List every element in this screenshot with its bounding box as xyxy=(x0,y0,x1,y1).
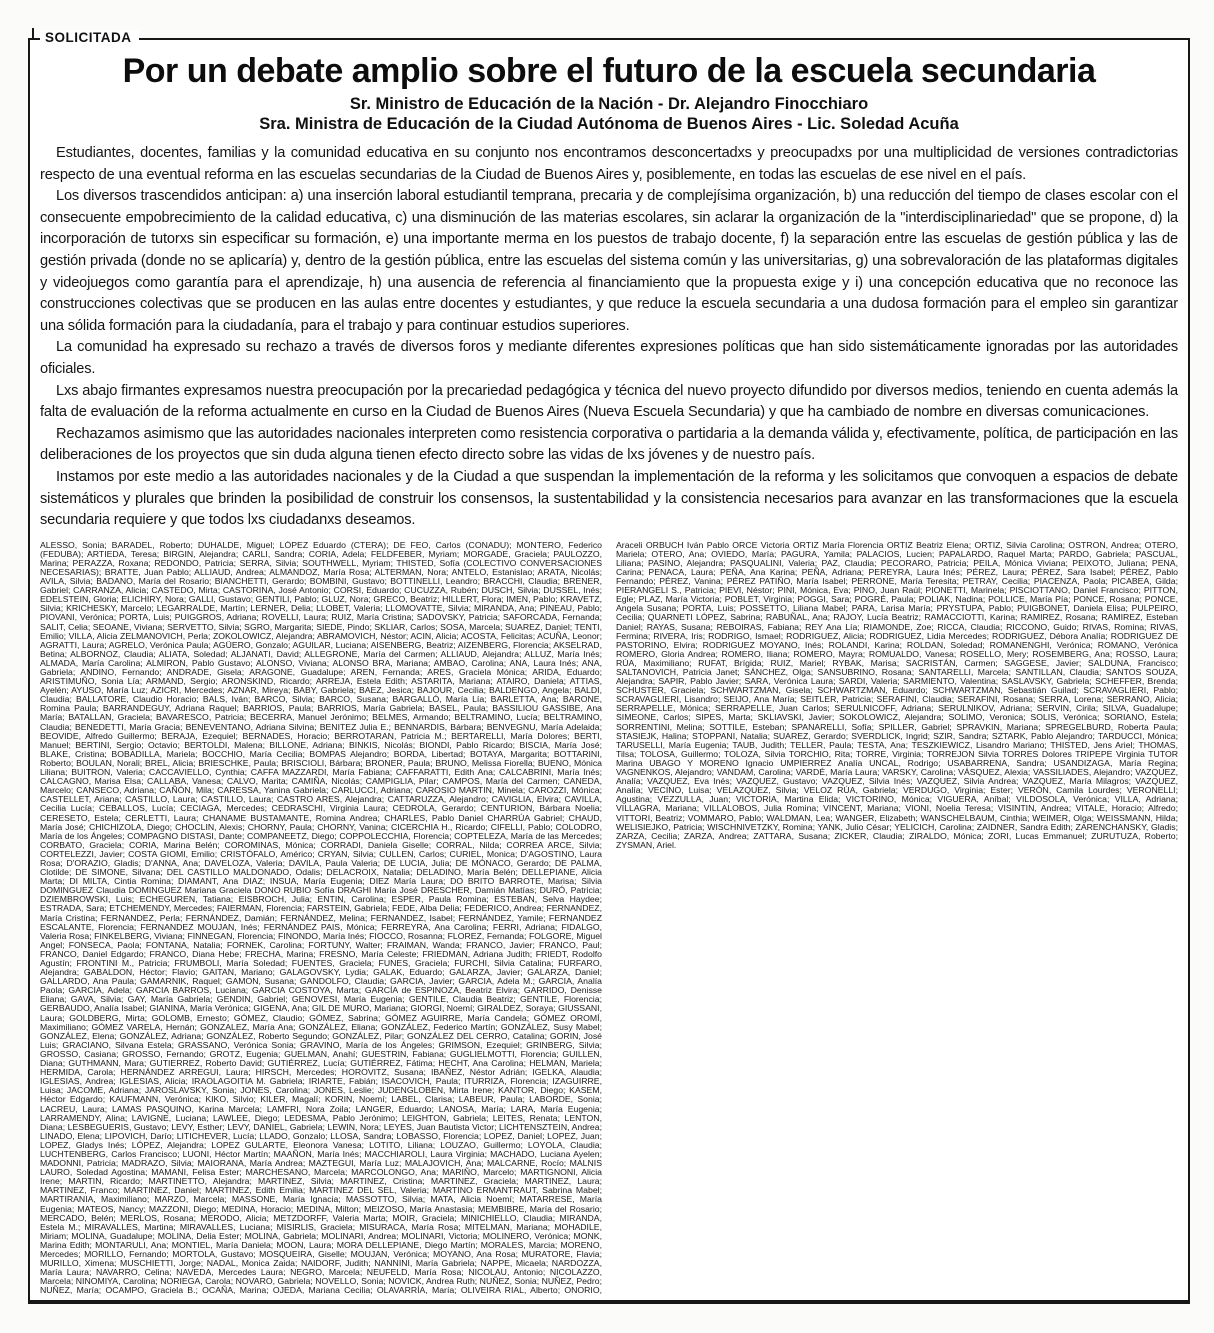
body-paragraph: Lxs abajo firmantes expresamos nuestra preocupación por la precariedad pedagógica y técnica del nuevo proyecto difundido por diversos medios, teniendo en cuenta además la falta de evaluación de la reforma actualmente en curso en la Ciudad de Buenos Aires (Nueva Escuela Secundaria) y que ha cambiado de nombre en diversas comunicaciones. xyxy=(40,382,1178,421)
body-paragraph: Los diversos trascendidos anticipan: a) una inserción laboral estudiantil temprana, precaria y de complejísima organización, b) una reducción del tiempo de clases escolar con el consecuente empobrecimiento de la calidad educativa, c) una disminución de las materias escolares, sin aclarar la organización de la "interdisciplinariedad" que se propone, d) la incorporación de tutorxs sin especificar su formación, e) una importante merma en los puestos de trabajo docente, f) la separación entre las escuelas de gestión pública y las de gestión privada (donde no se aplicaría) y, dentro de la gestión pública, entre las escuelas del sistema común y las universitarias, g) una sobrevaloración de las plataformas digitales y videojuegos como garantía para el aprendizaje, h) una ausencia de referencia al financiamiento que la propuesta exige y i) una concepción educativa que no reconoce las construcciones colectivas que se producen en las aulas entre docentes y estudiantes, y que reduce la escuela secundaria a una dudosa formación para el empleo sin garantizar una sólida formación para la ciudadanía, para el trabajo y para continuar estudios superiores. xyxy=(40,188,1178,334)
body-paragraph: Instamos por este medio a las autoridades nacionales y de la Ciudad a que suspendan la implementación de la reforma y les solicitamos que convoquen a espacios de debate sistemáticos y plurales que brinden la posibilidad de construir los consensos, la sustentabilidad y la consistencia necesarios para avanzar en las transformaciones que la escuela secundaria requiere y que todos lxs ciudadanxs deseamos. xyxy=(40,468,1178,529)
body-paragraph: Estudiantes, docentes, familias y la comunidad educativa en su conjunto nos encontramos desconcertadxs y preocupadxs por una multiplicidad de versiones contradictorias respecto de una eventual reforma en las escuelas secundarias de la Ciudad de Buenos Aires y, posiblemente, en todas las escuelas de ese nivel en el país. xyxy=(40,145,1178,183)
solicitada-label: SOLICITADA xyxy=(40,30,139,45)
addressee-nation: Sr. Ministro de Educación de la Nación - Dr. Alejandro Finocchiaro xyxy=(349,95,869,113)
signatories-text: ALESSO, Sonia; BARADEL, Roberto; DUHALDE, Miguel; LÓPEZ Eduardo (CTERA); DE FEO, Carlos (CONADU); MONTERO, Federico (FEDUBA); ARTIEDA, Teresa; BIRGIN, Alejandra; CARLI, Sandra; CORIA, Adela; FELDFEBER, Myriam; MORGADE, Graciela; PAULOZZO, Marina; PERAZZA, Roxana; REDONDO, Patricia; SERRA, Silvia; SOUTHWELL, Myriam; THISTED, Sofía (COLECTIVO CONVERSACIONES NECESARIAS); BRATTE, Juan Pablo; ALLIAUD, Andrea; ALMANDOZ, María Rosa; ALTERMAN, Nora; ANTELO, Estanislao; ARATA, Nicolás; AVILA, Silvia; BADANO, María del Rosario; BIANCHETTI, Gerardo; BOMBINI, Gustavo; BOTTINELLI, Leandro; BRACCHI, Claudia; BRENER, Gabriel; CARRANZA, Alicia; CASTEDO, Mirta; CASTORINA, José Antonio; CORSI, Eduardo; CUCUZZA, Rubén; DUSCH, Silvia; DUSSEL, Inés; EDELSTEIN, Gloria; ELICHIRY, Nora; GALLI, Gustavo; GENTILI, Pablo; GLUZ, Nora; GRECO, Beatriz; HILLERT, Flora; IMEN, Pablo; KRAVETZ, Silvia; KRICHESKY, Marcelo; LEGARRALDE, Martín; LERNER, Delia; LLOBET, Valeria; LLOMOVATTE, Silvia; MIRANDA, Ana; PINEAU, Pablo; PIOVANI, Verónica; PORTA, Luis; PUIGGROS, Adriana; ROVELLI, Laura; RUIZ, María Cristina; SADOVSKY, Patricia; SAFORCADA, Fernanda; SALIT, Celia; SEOANE, Viviana; SERVETTO, Silvia; SGRO, Margarita; SIEDE, Pindo; SKLIAR, Carlos; SOSA, Marcela; SUAREZ, Daniel; TENTI, Emilio; VILLA, Alicia ZELMANOVICH, Perla; ZOKOLOWICZ, Alejandra; ABRAMOVICH, Néstor; ACIN, Alicia; ACOSTA, Felicitas; ACUÑA, Leonor; AGRATTI, Laura; AGRELO, Verónica Paula; AGÜERO, Gonzalo; AGUILAR, Luciana; AISENBERG, Beatriz; AIZENBERG, Florencia; AKSELRAD, Betina; ALBORNOZ, Claudia; ALIATA, Soledad; ALJANATI, David; ALLEGRONE, María del Carmen; ALLIAUD, Alejandra; ALLUZ, María Inés; ALMADA, María Carolina; ALMIRON, Pablo Gustavo; ALONSO, Viviana; ALONSO BRA, Mariana; AMBAO, Carolina; ANA, Laura Inés; ANA, Gabriela; ANDINO, Fernando; ANDRADE, Gisela; ARAGONE, Guadalupe; AREN, Fernanda; ARES, Graciela Mónica; ARIDA, Eduardo; ARISTIMUÑO, Sonia Lía; ARMAND, Sergio; ARONSKIND, Ricardo; ARREJA, Estela Edith; ASTARITA, Mariana; ATAIRO, Daniela; ATTIAS, Ayelén; AYUSO, María Luz; AZICRI, Mercedes; AZNAR, Mireya; BABY, Gabriela; BAEZ, Jesica; BAJOUR, Cecilia; BALDENGO, Angela; BALDI, Claudia; BALLATORE, Claudio Horacio; BALS, Iván; BARCO, Silvia; BARCO, Susana; BARGALLÓ, María Lía; BARLETTA, Ana; BARONE, Romina Paula; BARRANDEGUY, Adriana Raquel; BARRIOS, Paula; BARRIOS, María Gabriela; BASEL, Paula; BASSILIOU GASSIBE, Ana María; BATALLAN, Graciela; BAVARESCO, Patricia; BECERRA, Manuel Jerónimo; BELMES, Armando; BELTRAMINO, Lucía; BELTRAMINO, Claudia; BENEDETTI, María Gracia; BENEVENTANO, Adriana Silvina; BENITEZ Julia E.; BENNARDIS, Bárbara; BENVEGNU, María Adelaida; BEOVIDE, Alfredo Guillermo; BERAJA, Ezequiel; BERNADES, Horacio; BERROTARAN, Patricia M.; BERTARELLI, María Dolores; BERTI, Manuel; BERTINI, Sergio; Octavio; BERTOLDI, Malena; BILLONE, Adriana; BINKIS, Nicolás; BIONDI, Pablo Ricardo; BISCIA, María José; BLAKE, Cristina; BOBADILLA, Mariela; BOCCHIO, María Cecilia; BOMPAS Alejandro; BORDA, Libertad; BOTAYA, Margarita; BOTTARINI, Roberto; BOULAN, Norali; BREL, Alicia; BRIESCHKE, Paula; BRISCIOLI, Bárbara; BRONER, Paula; BRUNO, Melissa Fiorella; BUENO, Mónica Liliana; BUITRON, Valeria; CACCAVIELLO, Cynthia; CAFFA MAZZARDI, María Fabiana; CAFFARATTI, Edith Ana; CALCABRINI, María Inés; CALCAGNO, Marisa Elsa; CALLABA, Vanesa; CALVO, Marita; CAMIÑA, Nicolás; CAMPIGLIA, Pilar; CAMPOS, María del Carmen; CANEDA, Marcelo; CANSECO, Adriana; CAÑÓN, Mila; CARESSA, Yanina Gabriela; CARLUCCI, Adriana; CAROSIO MARTIN, Minela; CAROZZI, Mónica; CASTELLET, Ariana; CASTILLO, Laura; CASTILLO, Laura; CASTRO ARES, Alejandra; CATTARUZZA, Alejandro; CAVIGLIA, Elvira; CAVILLA, Cecilia Lucía; CEBALLOS, Lucía; CECIAGA, Mercedes; CEDRASCHI, Virginia Laura; CEDROLA, Gerardo; CENTURION, Bárbara Noelia; CERESETO, Estela; CERLETTI, Laura; CHANAME BUSTAMANTE, Romina Andrea; CHARLES, Pablo Daniel CHARRÚA Gabriel; CHAUD, María José; CHICHIZOLA, Diego; CHOCLIN, Alexis; CHORNY, Paula; CHORNY, Vanina; CICERCHIA H., Ricardo; CIFELLI, Pablo; COLODRO, María de los Ángeles; COMPAGNO DISTASI, Dante; COMPANEETZ, Diego; COPPOLECCHIA, Florencia; COPTELEZA, María de las Mercedes; CORBATO, Graciela; CORIA, Marina Belén; COROMINAS, Mónica; CORRADI, Daniela Giselle; CORRAL, Nilda; CORREA ARCE, Silvia; CORTELEZZI, Javier; COSTA GIOMI, Emilio; CRISTÓFALO, Américo; CRYAN, Silvia; CULLEN, Carlos; CURIEL, Monica; D'AGOSTINO, Laura Rosa; D'ORAZIO, Gladis; D'ANNA, Ana; DAVELOZA, Valeria; DAVILA, Paula Valeria; DE LUCIA, Julia; DE MÓNACO, Gerardo; DE PALMA, Clotilde; DE SIMONE, Silvana; DEL CASTILLO MALDONADO, Odalis; DELACROIX, Natalia; DELADINO, María Belén; DELLEPIANE, Alicia Marta; DI MILTA, Cintia Romina; DIAMANT, Ana DIAZ; INSUA, María Eugenia; DIEZ María Laura; DO BRITO BARROTE, Marisa; Silvia DOMINGUEZ Claudia DOMINGUEZ Mariana Graciela DONO RUBIO Sofía DRAGHI María José DRESCHER, Damián Matías; DURÓ, Patricia; DZIEMBROWSKI, Luis; ECHEGUREN, Tatiana; EISBROCH, Julia; ENTIN, Carolina; ESPER, Paula Romina; ESTEBAN, Selva Haydee; ESTRADA, Sara; ETCHEMENDY, Mercedes; FAIERMAN, Florencia; FARSTEIN, Gabriela; FEDE, Alba Delia; FEDERICO, Andrea; FERNANDEZ, María Cristina; FERNANDEZ, Perla; FERNÁNDEZ, Damián; FERNÁNDEZ, Melina; FERNANDEZ, Isabel; FERNÁNDEZ, Yamile; FERNANDEZ ESCALANTE, Florencia; FERNANDEZ MOUJAN, Inés; FERNÁNDEZ PAIS, Mónica; FERREYRA, Ana Carolina; FERRI, Adriana; FIDALGO, Valeria Rosa; FINKELBERG, Viviana; FINNEGAN, Florencia; FINONDO, María Inés; FIOCCO, Rosanna; FLOREZ, Fernanda; FOLGORE, Miguel Angel; FONSECA, Paola; FONTANA, Natalia; FORNEK, Carolina; FORTUNY, Walter; FRAIMAN, Wanda; FRANCO, Javier; FRANCO, Paul; FRANCO, Daniel Edgardo; FRANCO, Diana Hebe; FRECHA, Marina; FRESNO, María Celeste; FRIEDMAN, Adriana Judith; FRIEDT, Rodolfo Agustín; FRONTINI M., Patricia; FRUMBOLI, María Soledad; FUENTES, Graciela; FUNES, Graciela; FURCHI, Silvia Catalina; FURFARO, Alejandra; GABALDON, Héctor; Flavio; GAITAN, Mariano; GALAGOVSKY, Lydia; GALAK, Eduardo; GALARZA, Javier; GALARZA, Daniel; GALLARDO, Ana Paula; GAMARNIK, Raquel; GAMON, Susana; GANDOLFO, Claudia; GARCIA, Javier; GARCIA, Adela M.; GARCIA, Analía Paola; GARCIA, Adela; GARCIA BARROS, Luciana; GARCIA COSTOYA, Marta; GARCÍA de ESPINOZA, Beatriz Elvira; GARRIDO, Denisse Eliana; GAVA, Silvia; GAY, María Gabriela; GENDIN, Gabriel; GENOVESI, María Eugenia; GENTILE, Claudia Beatriz; GENTILE, Florencia; GERBAUDO, Analía Isabel; GIANINA, María Verónica; GIGENA, Ana; GIL DE MURO, Mariana; GIORGI, Noemí; GIRALDEZ, Soraya; GIUSSANI, Laura; GOLDBERG, Mirta; GOLOMB, Ernesto; GÓMEZ, Claudio; GÓMEZ, Sabrina; GÓMEZ AGUIRRE, María Candela; GÓMEZ OROMÍ, Maximiliano; GÓMEZ VARELA, Hernán; GONZALEZ, María Ana; GONZÁLEZ, Eliana; GONZÁLEZ, Federico Martín; GONZÁLEZ, Susy Mabel; GONZÁLEZ, Elena; GONZÁLEZ, Adriana; GONZÁLEZ, Roberto Segundo; GONZÁLEZ, Pilar; GONZÁLEZ DEL CERRO, Catalina; GORIN, José Luis; GRACIANO, Silvana Estela; GRASSANO, Verónica Sonia; GRAVINO, María de los Ángeles; GRIMSON, Ezequiel; GRINBERG, Silvia; GROSSO, Casiana; GROSSO, Fernando; GROTZ, Eugenia; GUELMAN, Anahí; GUESTRIN, Fabiana; GUGLIELMOTTI, Florencia; GUILLEN, Diana; GUTHMANN, Mara; GUTIERREZ, Roberto David; GUTIÉRREZ, Lucía; GUTIÉRREZ, Fátima; HECHT, Ana Carolina; HELMAN, Mariela; HERMIDA, Carola; HERNÁNDEZ ARREGUI, Laura; HIRSCH, Mercedes; HOROVITZ, Susana; IBAÑEZ, Néstor Adrián; IGELKA, Alaudia; IGLESIAS, Andrea; IGLESIAS, Alicia; IRAOLAGOITIA M. Gabriela; IRIARTE, Fabián; ISACOVICH, Paula; ITURRIZA, Florencia; IZAGUIRRE, Luisa; JACOME, Adriana; JAROSLAVSKY, Sonia; JONES, Carolina; JONES, Leslie; JUDENGLOBEN, Mirta Irene; KANTOR, Diego; KASEM, Héctor Edgardo; KAUFMANN, Verónica; KIKO, Silvio; KILER, Magalí; KORIN, Noemí; LABEL, Clarisa; LABEUR, Paula; LABORDE, Sonia; LACREU, Laura; LAMAS PASQUINO, Karina Marcela; LAMFRI, Nora Zoila; LANGER, Eduardo; LANOSA, María; LARA, María Eugenia; LARRAMENDY, Alina; LAVIGNE, Luciana; LAWLEE, Diego; LEDESMA, Pablo Jerónimo; LEIGHTON, Gabriela; LEITES, Renata; LENTON, Diana; LESBEGUERIS, Gustavo; LEVY, Esther; LEVY, DANIEL, Gabriela; LEWIN, Nora; LEYES, Juan Bautista Victor; LICHTENSZTEIN, Andrea; LINADO, Elena; LIPOVICH, Darío; LITICHEVER, Lucía; LLADO, Gonzalo; LLOSA, Sandra; LOBASSO, Florencia; LOPEZ, Daniel; LOPEZ, Juan; LOPEZ, Gladys Inés; LÓPEZ, Alejandra; LOPEZ GULARTE, Eleonora Vanesa; LOTITO, Liliana; LOUZAO, Guillermo; LOYOLA, Claudia; LUCHTENBERG, Carlos Francisco; LUONI, Héctor Martín; MAAÑON, María Inés; MACCHIAROLI, Laura Virginia; MACHADO, Luciana Ayelen; MADONNI, Patricia; MADRAZO, Silvia; MAIORANA, María Andrea; MAZTEGUI, María Luz; MALAJOVICH, Ana; MALCARNE, Rocío; MALNIS LAURO, Soledad Agostina; MAMANI, Felisa Ester; MARCHESANO, Marcela; MARCOLONGO, Ana; MARIÑO, Marcelo; MARTIGNONI, Alicia Irene; MARTIN, Ricardo; MARTINETTO, Alejandra; MARTINEZ, Silvia; MARTINEZ, Cristina; MARTINEZ, Graciela; MARTINEZ, Laura; MARTINEZ, Franco; MARTINEZ, Daniel; MARTINEZ, Edith Emilia; MARTINEZ DEL SEL, Valeria; MARTINO ERMANTRAUT, Sabrina Mabel; MARTIRANIA, Maximiliano; MARZO, Marcela; MASSONE, María Ignacia; MASSOTTO, Silvia; MATA, Alicia Noemí; MATARRESE, María Eugenia; MATEOS, Nancy; MAZZONI, Diego; MEDINA, Horacio; MEDINA, Milton; MEIZOSO, María Anastasia; MEMBIBRE, María del Rosario; MERCADO, Belén; MERLOS, Rosana; MERODO, Alicia; METZDORFF, Valeria Marta; MOIR, Graciela; MINICHIELLO, Claudia; MIRANDA, Estela M.; MIRAVALLES, Martina; MIRAVALLES, Luciana; MISIRLIS, Graciela; MISURACA, María Rosa; MITELMAN, Mariana; MOHADILE, Miriam; MOLINA, Guadalupe; MOLINA, Delia Ester; MOLINA, Gabriela; MOLINARI, Andrea; MOLINARI, Victoria; MOLINERO, Verónica; MONK, Marina Edith; MONTARULI, Ana; MONTIEL, María Daniela; MOON, Laura; MORA DELLEPIANE, Diego Martín; MORALES, Marcia; MORENO, Mercedes; MORILLO, Fernando; MORTOLA, Gustavo; MOSQUEIRA, Giselle; MOUJAN, Verónica; MOYANO, Ana Rosa; MURATORE, Flavia; MURILLO, Ximena; MUSCHIETTI, Jorge; NADAL, Monica Zaida; NAIDORF, Judith; NANNINI, María Gabriela; NAPPE, Micaela; NARDOZZA, María Laura; NAVARRO, Celina; NAVEDA, Mercedes Laura; NEGRO, Marcela; NEUFELD, María Rosa; NICOLAU, Antonio; NICOLAZZO, Marcela; NINOMIYA, Carolina; NORIEGA, Carola; NOVARO, Gabriela; NOVELLO, Sonia; NOVICK, Andrea Ruth; NUÑEZ, Sonia; NUÑEZ, Pedro; NUÑEZ, María; OCAMPO, Graciela B.; OCAÑA, Marina; OJEDA, Mariana Cecilia; OLAVARRÍA, María; OLIVEIRA RIAL, Alberto; ONORIO, Araceli ORBUCH Iván Pablo ORCE Victoria ORTIZ María Florencia ORTIZ Beatriz Elena; ORTIZ, Silvia Carolina; OSTRON, Andrea; OTERO, Mariela; OTERO, Ana; OVIEDO, María; PAGURA, Yamila; PALACIOS, Lucien; PAPALARDO, Raquel Marta; PARDO, Gabriela; PASCUAL, Liliana; PASINO, Alejandra; PASQUALINI, Valeria; PAZ, Claudia; PECORARO, Patricia; PEILA, Mónica Viviana; PEIXOTO, Juliana; PENA, Carina; PENACA, Laura; PEÑA, Ana Karina; PEÑA, Adriana; PEREYRA, Laura Inés; PÉREZ, Laura; PÉREZ, Sara Isabel; PÉREZ, Pablo Fernando; PÉREZ, Vanina; PÉREZ PATIÑO, María Isabel; PERRONE, María Teresita; PETRAY, Cecilia; PIACENZA, Paola; PICABEA, Gilda; PIERANGELI S., Patricia; PIEVI, Néstor; PINI, Mónica, Eva; PINO, Juan Raúl; PIONETTI, Marinela; PISCIOTTANO, Daniel Francisco; PITTON, Egle; PLAZ, María Victoria; POBLET, Virginia; POGGI, Sara; POGRÉ, Paula; POLIAK, Nadina; POLLICE, María Pía; PONCE, Rosana; PONCE, Angela Susana; PORTA, Luis; POSSETTO, Liliana Mabel; PARA, Larisa María; PRYSTUPA, Pablo; PUIGBONET, Daniela Elisa; PULPEIRO, Cecilia; QUARNETI LÓPEZ, Sabrina; RABUÑAL, Ana; RAJOY, Lucía Beatriz; RAMACCIOTTI, Karina; RAMIREZ, Rosana; RAMIREZ, Esteban Daniel; RAYAS, Susana; REBOIRAS, Fabiana; REY Ana Lía; RIAMONDE, Zoe; RICCA, Claudia; RICCONO, Guido; RIVAS, Romina; RIVAS, Fermina; RIVERA, Iris; RODRIGO, Ismael; RODRIGUEZ, Alicia; RODRIGUEZ, Lidia Mercedes; RODRIGUEZ, Débora Analía; RODRIGUEZ DE PASTORINO, Elvira; RODRIGUEZ MOYANO, Inés; ROLANDI, Karina; ROLDAN, Soledad; ROMANENGHI, Verónica; ROMANO, Verónica ROMERO, Gloria Andrea; ROMERO, Iliana; ROMERO, Mayra; ROMUALDO, Vanesa; ROSELLO, Mery; ROSEMBERG, Ana; ROSSO, Laura; RÚA, Maximiliano; RUFAT, Brígida; RUIZ, Mariel; RYBAK, Marisa; SACRISTÁN, Carmen; SAGGESE, Javier; SALDUNA, Francisco; SALTANOVICH, Patricia Janet; SÁNCHEZ, Olga; SANSUBRINO, Rosana; SANTARELLI, Marcela; SANTILLAN, Claudia; SANTOS SOUZA, Alejandra; SAPIR, Pablo Javier; SARA, Verónica Laura; SARDI, Valeria; SARMIENTO, Valentina; SASLAVSKY, Gabriela; SCHEFFER, Brenda; SCHUSTER, Graciela; SCHWARTZMAN, Gisela; SCHWARTZMAN, Eduardo; SCHWARTZMAN, Sebastián Guilad; SCRAVAGLIERI, Pablo; SCRAVAGLIERI, Lisandro; SEIJO, Ana María; SEITLER, Patricia; SERAFINI, Claudia; SERAFINI, Rosana; SERRA, Lorena; SERRANO, Alicia; SERRAPELLE, Mónica; SERRAPELLE, Juan Carlos; SERULNICOFF, Adriana; SERULNIKOV, Adriana; SERVIN, Cirila; SILVA, Guadalupe; SIMEONE, Carlos; SIPES, Marta; SKLIAVSKI, Javier; SOKOLOWICZ, Alejandra; SOLIMO, Veronica; SOLIS, Verónica; SORIANO, Estela; SORRENTINI, Melina; SOTTILE, Esteban; SPANARELLI, Sofía; SPILLER, Gabriel; SPRAVKIN, Mariana; SPREGELBURD, Roberta Paula; STASIEJK, Halina; STOPPANI, Natalia; SUAREZ, Gerardo; SVERDLICK, Ingrid; SZIR, Sandra; SZTARK, Pablo Alejandro; TARDUCCI, Mónica; TARUSELLI, María Eugenia; TAUB, Judith; TELLER, Paula; TESTA, Ana; TESZKIEWICZ, Lisandro Mariano; THISTED, Jens Ariel; THOMAS, Tilsa; TOLOSA, Guillermo; TOLOZA, Silvia TORCHIO, Rita; TORRE, Virginia; TORREJON Silvia TORRES Dolores TRIPEPE Virginia TUTOR Marina UBAGO Y MORENO Ignacio UMPIERREZ Analía UNCAL, Rodrigo; USABARRENA, Sandra; USANDIZAGA, María Regina; VAGNENKOS, Alejandro; VANDAM, Carolina; VARDÉ, María Laura; VARSKY, Carolina; VÁSQUEZ, Alexia; VASSILIADES, Alejandro; VAZQUEZ, Analía; VAZQUEZ, Eva Inés; VAZQUEZ, Gustavo; VAZQUEZ, Silvia Inés; VAZQUEZ, Silvia Andrea; VAZQUEZ, María Milagros; VAZQUEZ, Analía; VECINO, Luisa; VELAZQUEZ, Silvia; VELOZ RÚA, Gabriela; VERDUGO, Virginia; Ester; VERÓN, Camila Lourdes; VERONELLI; Agustina; VEZZULLA, Juan; VICTORIA, Martina Elida; VICTORINO, Mónica; VIGUERA, Aníbal; VILDOSOLA, Verónica; VILLA, Adriana; VILLAGRA, Mariana; VILLALOBOS, Julia Romina; VINCENT, Mariana; VIONI, Noelia Teresa; VISINTIN, Andrea; VITALE, Horacio; Alfredo; VITTORI, Beatriz; VOMMARO, Pablo; WALDMAN, Lea; WANGER, Elizabeth; WANSCHELBAUM, Cinthia; WEIMER, Olga; WEISSMANN, Hilda; WELISIEJKO, Patricia; WISCHNIVETZKY, Romina; YANK, Julio César; YELICICH, Carolina; ZAIDNER, Sandra Edith; ZARENCHANSKY, Gladis; ZARZA, Cecilia; ZARZA, Andrea; ZATTARA, Susana; ZICKER, Claudia; ZIRALDO, Mónica; ZORI, Lucas Emmanuel; ZURUTUZA, Roberto; ZYSMAN, Ariel. xyxy=(40,540,1178,1296)
solicitada-box xyxy=(28,30,1190,1304)
addressee-city: Sra. Ministra de Educación de la Ciudad Autónoma de Buenos Aires - Lic. Soledad Acuña xyxy=(259,114,959,133)
body-paragraph: La comunidad ha expresado su rechazo a través de diversos foros y mediante diferentes expresiones políticas que han sido sistemáticamente ignoradas por las autoridades oficiales. xyxy=(40,339,1178,377)
page-title: Por un debate amplio sobre el futuro de la escuela secundaria xyxy=(122,52,1096,90)
addressee-block xyxy=(40,95,1178,134)
body-paragraph: Rechazamos asimismo que las autoridades nacionales interpreten como resistencia corporativa o partidaria a la demanda válida y, efectivamente, política, de participación en las deliberaciones de los proyectos que sin duda alguna tienen efecto directo sobre las vidas de lxs jóvenes y de nuestro país. xyxy=(40,425,1178,464)
border-tick xyxy=(32,28,34,39)
body-text xyxy=(40,143,1178,532)
